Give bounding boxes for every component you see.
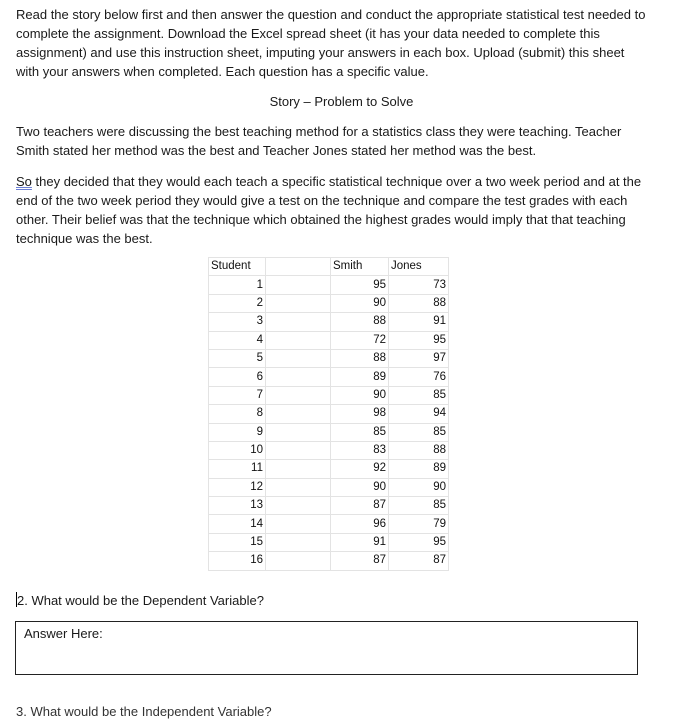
cell-spacer: [266, 460, 331, 478]
cell-student: 8: [209, 405, 266, 423]
cell-smith: 89: [331, 368, 389, 386]
question-3-partial: 3. What would be the Independent Variable?: [16, 704, 272, 719]
table-row: [209, 368, 449, 386]
cell-spacer: [266, 294, 331, 312]
cell-jones: 79: [389, 515, 449, 533]
table-row: [209, 349, 449, 367]
cell-student: 6: [209, 368, 266, 386]
story-paragraph-2-text: they decided that they would each teach a specific statistical technique over a two week period and at the end of the two week period they would give a test on the technique and compare the test grades with each other. Their belief was that the technique which obtained the highest grades would imply that that teaching technique was the best.: [16, 174, 642, 246]
cell-jones: 88: [389, 441, 449, 459]
table-row: [209, 276, 449, 294]
cell-jones: 95: [389, 533, 449, 551]
cell-jones: 88: [389, 294, 449, 312]
story-paragraph-1: Two teachers were discussing the best teaching method for a statistics class they were teaching. Teacher Smith stated her method was the best and Teacher Jones stated her method was the best.: [16, 124, 622, 158]
cell-student: 2: [209, 294, 266, 312]
cell-spacer: [266, 515, 331, 533]
cell-spacer: [266, 478, 331, 496]
cell-student: 16: [209, 552, 266, 570]
cell-jones: 89: [389, 460, 449, 478]
cell-smith: 92: [331, 460, 389, 478]
cell-jones: 73: [389, 276, 449, 294]
cell-jones: 94: [389, 405, 449, 423]
cell-spacer: [266, 497, 331, 515]
cell-student: 9: [209, 423, 266, 441]
cell-jones: 85: [389, 497, 449, 515]
header-smith: Smith: [331, 258, 389, 276]
cell-jones: 76: [389, 368, 449, 386]
cell-smith: 95: [331, 276, 389, 294]
cell-spacer: [266, 386, 331, 404]
cell-student: 12: [209, 478, 266, 496]
cell-spacer: [266, 313, 331, 331]
cell-student: 5: [209, 349, 266, 367]
table-header-row: [209, 258, 449, 276]
question-2: [16, 591, 264, 610]
cell-student: 14: [209, 515, 266, 533]
cell-jones: 85: [389, 386, 449, 404]
table-row: [209, 478, 449, 496]
table-row: [209, 313, 449, 331]
cell-student: 13: [209, 497, 266, 515]
header-jones: Jones: [389, 258, 449, 276]
cell-smith: 96: [331, 515, 389, 533]
cell-smith: 85: [331, 423, 389, 441]
grades-table: [208, 257, 449, 571]
cell-spacer: [266, 331, 331, 349]
cell-smith: 91: [331, 533, 389, 551]
cell-smith: 90: [331, 294, 389, 312]
table-row: [209, 533, 449, 551]
table-row: [209, 386, 449, 404]
table-row: [209, 331, 449, 349]
cell-student: 7: [209, 386, 266, 404]
story-paragraph-2: [16, 172, 646, 248]
cell-spacer: [266, 368, 331, 386]
cell-student: 11: [209, 460, 266, 478]
cell-smith: 87: [331, 552, 389, 570]
cell-spacer: [266, 533, 331, 551]
table-row: [209, 552, 449, 570]
cell-smith: 90: [331, 386, 389, 404]
cell-student: 10: [209, 441, 266, 459]
cell-smith: 83: [331, 441, 389, 459]
cell-smith: 90: [331, 478, 389, 496]
table-row: [209, 497, 449, 515]
table-row: [209, 294, 449, 312]
question-2-text: 2. What would be the Dependent Variable?: [17, 593, 264, 608]
table-row: [209, 515, 449, 533]
cell-student: 3: [209, 313, 266, 331]
cell-spacer: [266, 349, 331, 367]
cell-smith: 88: [331, 313, 389, 331]
cell-spacer: [266, 552, 331, 570]
cell-jones: 95: [389, 331, 449, 349]
table-row: [209, 460, 449, 478]
table-row: [209, 423, 449, 441]
table-body: [209, 276, 449, 570]
table-row: [209, 405, 449, 423]
cell-student: 1: [209, 276, 266, 294]
cell-student: 4: [209, 331, 266, 349]
cell-jones: 97: [389, 349, 449, 367]
cell-jones: 87: [389, 552, 449, 570]
answer-label: Answer Here:: [24, 626, 103, 641]
answer-box[interactable]: [15, 621, 638, 675]
cell-jones: 85: [389, 423, 449, 441]
spellcheck-word: So: [16, 174, 32, 189]
header-spacer: [266, 258, 331, 276]
table-row: [209, 441, 449, 459]
cell-jones: 90: [389, 478, 449, 496]
cell-spacer: [266, 405, 331, 423]
cell-jones: 91: [389, 313, 449, 331]
intro-paragraph: Read the story below first and then answer the question and conduct the appropriate statistical test needed to complete the assignment. Download the Excel spread sheet (it has your data needed to complete this assignment) and use this instruction sheet, imputing your answers in each box. Upload (submit) this sheet with your answers when completed. Each question has a specific value.: [16, 7, 646, 79]
header-student: Student: [209, 258, 266, 276]
cell-smith: 87: [331, 497, 389, 515]
story-title: Story – Problem to Solve: [269, 94, 414, 109]
cell-smith: 72: [331, 331, 389, 349]
cell-spacer: [266, 276, 331, 294]
cell-student: 15: [209, 533, 266, 551]
cell-smith: 88: [331, 349, 389, 367]
cell-spacer: [266, 441, 331, 459]
cell-smith: 98: [331, 405, 389, 423]
cell-spacer: [266, 423, 331, 441]
